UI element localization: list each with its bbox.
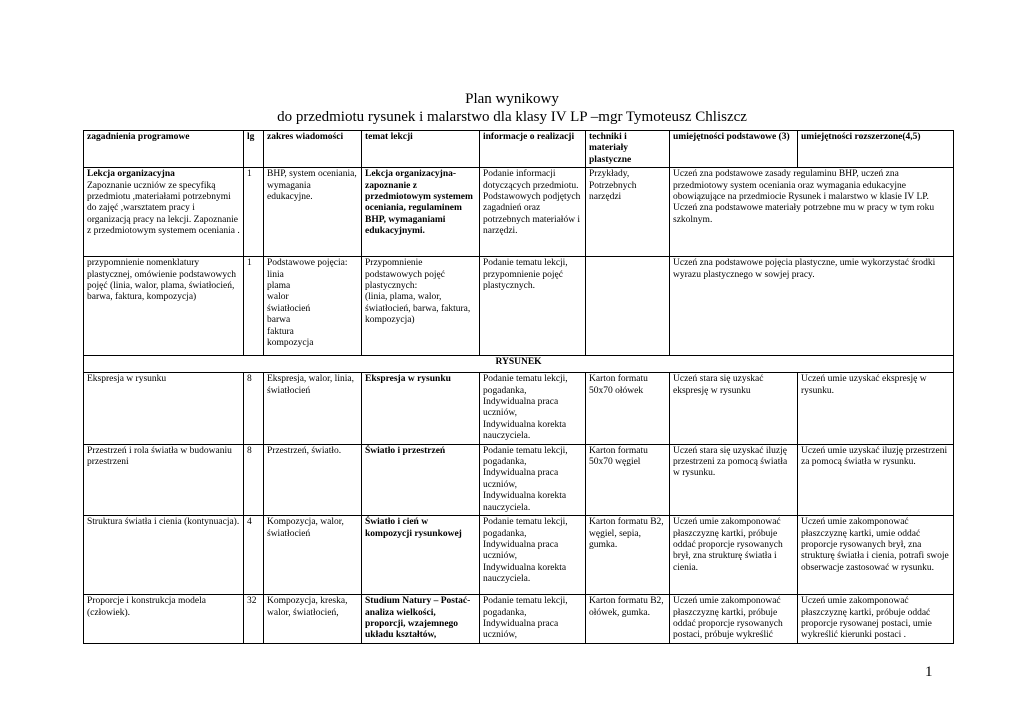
title-line-2: do przedmiotu rysunek i malarstwo dla klasy IV LP –mgr Tymoteusz Chliszcz <box>277 109 747 125</box>
cell-info: Podanie tematu lekcji, pogadanka, Indywidualna praca uczniów, <box>480 595 586 644</box>
cell-topic: przypomnienie nomenklatury plastycznej, omówienie podstawowych pojęć (linia, walor, plama, światłocień, barwa, faktura, kompozycja) <box>84 257 244 356</box>
table-row <box>84 257 954 356</box>
header-basic-skills: umiejętności podstawowe (3) <box>670 131 798 168</box>
cell-basic-skills: Uczeń stara się uzyskać iluzję przestrzeni za pomocą światła w rysunku. <box>670 444 798 515</box>
document-title <box>0 90 1024 126</box>
title-line-1: Plan wynikowy <box>465 91 559 107</box>
topic-title: Lekcja organizacyjna <box>87 169 175 180</box>
header-scope: zakres wiadomości <box>264 131 362 168</box>
header-techniques: techniki i materiały plastyczne <box>586 131 670 168</box>
cell-info: Podanie tematu lekcji, pogadanka, Indywidualna praca uczniów, Indywidualna korekta nauczyciela. <box>480 373 586 444</box>
cell-extended-skills: Uczeń umie uzyskać ekspresję w rysunku. <box>798 373 954 444</box>
table-row <box>84 516 954 595</box>
cell-info: Podanie tematu lekcji, pogadanka, Indywidualna praca uczniów, Indywidualna korekta nauczyciela. <box>480 444 586 515</box>
cell-techniques: Przykłady, Potrzebnych narzędzi <box>586 168 670 257</box>
plan-table <box>83 130 954 644</box>
cell-info: Podanie informacji dotyczących przedmiotu. Podstawowych podjętych zagadnień oraz potrzebnych materiałów i narzędzi. <box>480 168 586 257</box>
header-topics: zagadnienia programowe <box>84 131 244 168</box>
cell-lesson: Lekcja organizacyjna- zapoznanie z przedmiotowym systemem oceniania, regulaminem BHP, wymaganiami edukacyjnymi. <box>362 168 480 257</box>
table-row <box>84 373 954 444</box>
cell-scope: Przestrzeń, światło. <box>264 444 362 515</box>
cell-topic <box>84 168 244 257</box>
table-row <box>84 595 954 644</box>
header-lesson: temat lekcji <box>362 131 480 168</box>
topic-body: Zapoznanie uczniów ze specyfiką przedmiotu ,materiałami potrzebnymi do zajęć ,warsztatem pracy i organizacją pracy na lekcji. Zapoznanie z przedmiotowym systemem oceniania . <box>87 180 240 237</box>
cell-techniques: Karton formatu B2, węgiel, sepia, gumka. <box>586 516 670 595</box>
section-row <box>84 356 954 373</box>
table-header-row <box>84 131 954 168</box>
header-extended-skills: umiejętności rozszerzone(4,5) <box>798 131 954 168</box>
cell-skills: Uczeń zna podstawowe pojęcia plastyczne, umie wykorzystać środki wyrazu plastycznego w sowjej pracy. <box>670 257 954 356</box>
header-info: informacje o realizacji <box>480 131 586 168</box>
section-label: RYSUNEK <box>84 356 954 373</box>
cell-scope: Ekspresja, walor, linia, światłocień <box>264 373 362 444</box>
cell-extended-skills: Uczeń umie zakomponować płaszczyznę kartki, próbuje oddać proporcje rysowanej postaci, umie wykreślić kierunki postaci . <box>798 595 954 644</box>
cell-lesson: Studium Natury – Postać- analiza wielkości, proporcji, wzajemnego układu kształtów, <box>362 595 480 644</box>
cell-topic: Ekspresja w rysunku <box>84 373 244 444</box>
cell-lesson: Światło i cień w kompozycji rysunkowej <box>362 516 480 595</box>
cell-topic: Proporcje i konstrukcja modela (człowiek). <box>84 595 244 644</box>
cell-hours: 1 <box>244 168 264 257</box>
cell-basic-skills: Uczeń umie zakomponować płaszczyznę kartki, próbuje oddać proporcje rysowanych brył, zna strukturę światła i cienia. <box>670 516 798 595</box>
cell-lesson: Światło i przestrzeń <box>362 444 480 515</box>
cell-hours: 8 <box>244 444 264 515</box>
cell-lesson: Ekspresja w rysunku <box>362 373 480 444</box>
cell-hours: 8 <box>244 373 264 444</box>
cell-techniques: Karton formatu 50x70 węgiel <box>586 444 670 515</box>
cell-basic-skills: Uczeń umie zakomponować płaszczyznę kartki, próbuje oddać proporcje rysowanych postaci, próbuje wykreślić <box>670 595 798 644</box>
cell-extended-skills: Uczeń umie uzyskać iluzję przestrzeni za pomocą światła w rysunku. <box>798 444 954 515</box>
cell-scope: BHP, system oceniania, wymagania edukacyjne. <box>264 168 362 257</box>
cell-skills: Uczeń zna podstawowe zasady regulaminu BHP, uczeń zna przedmiotowy system oceniania oraz wymagania edukacyjne obowiązujące na przedmiocie Rysunek i malarstwo w klasie IV LP. Uczeń zna podstawowe materiały potrzebne mu w pracy w tym roku szkolnym. <box>670 168 954 257</box>
cell-techniques: Karton formatu 50x70 ołówek <box>586 373 670 444</box>
table-row <box>84 444 954 515</box>
cell-scope: Podstawowe pojęcia: linia plama walor światłocień barwa faktura kompozycja <box>264 257 362 356</box>
cell-topic: Struktura światła i cienia (kontynuacja). <box>84 516 244 595</box>
cell-hours: 1 <box>244 257 264 356</box>
cell-techniques <box>586 257 670 356</box>
cell-topic: Przestrzeń i rola światła w budowaniu przestrzeni <box>84 444 244 515</box>
cell-hours: 4 <box>244 516 264 595</box>
cell-basic-skills: Uczeń stara się uzyskać ekspresję w rysunku <box>670 373 798 444</box>
cell-scope: Kompozycja, walor, światłocień <box>264 516 362 595</box>
cell-extended-skills: Uczeń umie zakomponować płaszczyznę kartki, umie oddać proporcje rysowanych brył, zna strukturę światła i cienia, potrafi swoje obserwacje zastosować w rysunku. <box>798 516 954 595</box>
cell-hours: 32 <box>244 595 264 644</box>
page-number: 1 <box>925 664 933 680</box>
cell-techniques: Karton formatu B2, ołówek, gumka. <box>586 595 670 644</box>
cell-info: Podanie tematu lekcji, przypomnienie pojęć plastycznych. <box>480 257 586 356</box>
cell-info: Podanie tematu lekcji, pogadanka, Indywidualna praca uczniów, Indywidualna korekta nauczyciela. <box>480 516 586 595</box>
header-hours: lg <box>244 131 264 168</box>
table-row <box>84 168 954 257</box>
cell-lesson: Przypomnienie podstawowych pojęć plastycznych: (linia, plama, walor, światłocień, barwa, faktura, kompozycja) <box>362 257 480 356</box>
cell-scope: Kompozycja, kreska, walor, światłocień, <box>264 595 362 644</box>
